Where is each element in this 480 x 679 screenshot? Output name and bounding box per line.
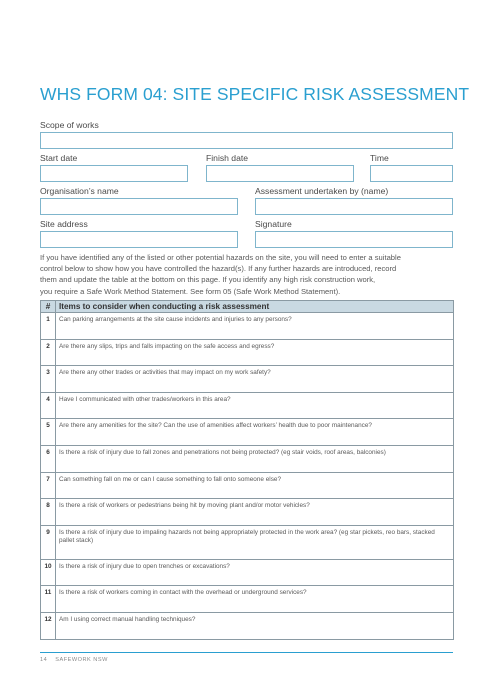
finish-date-field[interactable] <box>206 165 354 182</box>
row-item-text[interactable]: Am I using correct manual handling techniques? <box>56 612 454 639</box>
table-row[interactable] <box>41 445 454 472</box>
row-item-text[interactable]: Are there any other trades or activities that may impact on my work safety? <box>56 366 454 393</box>
row-number: 1 <box>41 313 56 340</box>
risk-items-table <box>40 300 454 640</box>
row-item-text[interactable]: Is there a risk of injury due to open trenches or excavations? <box>56 559 454 586</box>
row-number: 11 <box>41 586 56 613</box>
row-item-text[interactable]: Have I communicated with other trades/workers in this area? <box>56 392 454 419</box>
assessment-by-label: Assessment undertaken by (name) <box>255 186 389 196</box>
row-item-text[interactable]: Are there any amenities for the site? Can the use of amenities affect workers’ health due to poor maintenance? <box>56 419 454 446</box>
intro-line: If you have identified any of the listed or other potential hazards on the site, you will need to enter a suitable <box>40 253 401 262</box>
table-row[interactable] <box>41 419 454 446</box>
table-row[interactable] <box>41 472 454 499</box>
table-row[interactable] <box>41 392 454 419</box>
scope-of-works-field[interactable] <box>40 132 453 149</box>
row-number: 7 <box>41 472 56 499</box>
row-number: 4 <box>41 392 56 419</box>
organisation-name-label: Organisation’s name <box>40 186 119 196</box>
intro-line: control below to show how you have controlled the hazard(s). If any further hazards are introduced, record <box>40 264 397 274</box>
site-address-label: Site address <box>40 219 88 229</box>
organisation-name-field[interactable] <box>40 198 238 215</box>
table-row[interactable] <box>41 525 454 559</box>
row-item-text[interactable]: Can parking arrangements at the site cause incidents and injuries to any persons? <box>56 313 454 340</box>
finish-date-label: Finish date <box>206 153 249 163</box>
header-number: # <box>41 301 56 313</box>
row-number: 5 <box>41 419 56 446</box>
row-number: 3 <box>41 366 56 393</box>
assessment-by-field[interactable] <box>255 198 453 215</box>
signature-label: Signature <box>255 219 292 229</box>
page-number: 14 <box>40 657 48 663</box>
footer-divider <box>40 652 453 653</box>
row-item-text[interactable]: Is there a risk of injury due to impaling hazards not being appropriately protected in the work area? (eg star pickets, reo bars, stacked pallet stack) <box>56 525 454 559</box>
row-number: 12 <box>41 612 56 639</box>
row-item-text[interactable]: Is there a risk of workers or pedestrians being hit by moving plant and/or motor vehicles? <box>56 499 454 526</box>
start-date-label: Start date <box>40 153 78 163</box>
page-footer <box>40 657 108 663</box>
row-number: 6 <box>41 445 56 472</box>
table-row[interactable] <box>41 559 454 586</box>
row-number: 8 <box>41 499 56 526</box>
start-date-field[interactable] <box>40 165 188 182</box>
intro-line: them and update the table at the bottom on this page. If you identify any high risk construction work, <box>40 275 376 285</box>
intro-line: you require a Safe Work Method Statement. See form 05 (Safe Work Method Statement). <box>40 286 341 296</box>
table-row[interactable] <box>41 339 454 366</box>
row-item-text[interactable]: Can something fall on me or can I cause something to fall onto someone else? <box>56 472 454 499</box>
row-item-text[interactable]: Is there a risk of workers coming in contact with the overhead or underground services? <box>56 586 454 613</box>
intro-paragraph <box>40 252 455 297</box>
site-address-field[interactable] <box>40 231 238 248</box>
row-number: 9 <box>41 525 56 559</box>
table-row[interactable] <box>41 313 454 340</box>
page-title: WHS FORM 04: SITE SPECIFIC RISK ASSESSMENT <box>40 84 470 104</box>
row-item-text[interactable]: Are there any slips, trips and falls impacting on the safe access and egress? <box>56 339 454 366</box>
table-row[interactable] <box>41 366 454 393</box>
header-items: Items to consider when conducting a risk assessment <box>56 301 454 313</box>
table-row[interactable] <box>41 499 454 526</box>
row-item-text[interactable]: Is there a risk of injury due to fall zones and penetrations not being protected? (eg stair voids, roof areas, balconies) <box>56 445 454 472</box>
row-number: 10 <box>41 559 56 586</box>
publisher-name: SAFEWORK NSW <box>55 657 108 663</box>
scope-of-works-label: Scope of works <box>40 120 99 130</box>
time-field[interactable] <box>370 165 453 182</box>
time-label: Time <box>370 153 389 163</box>
row-number: 2 <box>41 339 56 366</box>
table-header-row <box>41 301 454 313</box>
signature-field[interactable] <box>255 231 453 248</box>
table-row[interactable] <box>41 586 454 613</box>
table-row[interactable] <box>41 612 454 639</box>
